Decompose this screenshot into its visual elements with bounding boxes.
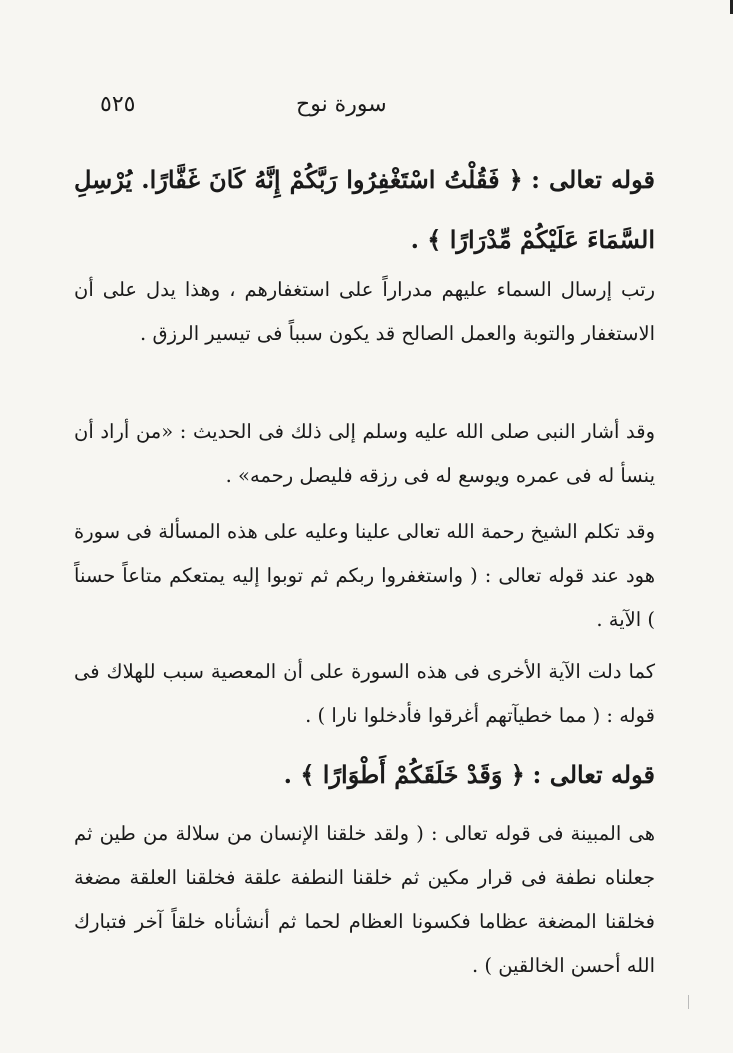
paragraph-5: هى المبينة فى قوله تعالى : ( ولقد خلقنا الإنسان من سلالة من طين ثم جعلناه نطفة فى قرار مكين ثم خلقنا النطفة علقة فخلقنا العلقة مضغة فخلقنا المضغة عظاما فكسونا العظام لحما ثم أنشأناه خلقاً آخر فتبارك الله أحسن الخالقين ) .	[74, 822, 655, 977]
paragraph-1: رتب إرسال السماء عليهم مدراراً على استغفارهم ، وهذا يدل على أن الاستغفار والتوبة والعمل الصالح قد يكون سبباً فى تيسير الرزق .	[74, 278, 655, 345]
page-edge-mark	[688, 995, 689, 1009]
running-title: سورة نوح	[296, 92, 387, 117]
verse-section-2	[74, 745, 655, 805]
quran-verse: ﴿ وَقَدْ خَلَقَكُمْ أَطْوَارًا ﴾ .	[283, 760, 525, 789]
page-number: ٥٢٥	[100, 92, 136, 117]
paragraph-4: كما دلت الآية الأخرى فى هذه السورة على أن المعصية سبب للهلاك فى قوله : ( مما خطيآتهم أغرقوا فأدخلوا نارا ) .	[74, 660, 655, 727]
quran-verse: ﴿ فَقُلْتُ اسْتَغْفِرُوا رَبَّكُمْ إِنَّهُ كَانَ غَفَّارًا. يُرْسِلِ السَّمَاءَ عَلَيْكُمْ مِّدْرَارًا ﴾ .	[74, 165, 655, 254]
verse-section-1	[74, 150, 655, 270]
verse-reference-label: قوله تعالى :	[531, 165, 655, 194]
verse-reference-label: قوله تعالى :	[532, 760, 655, 789]
paragraph-2: وقد أشار النبى صلى الله عليه وسلم إلى ذلك فى الحديث : «من أراد أن ينسأ له فى عمره ويوسع له فى رزقه فليصل رحمه» .	[74, 420, 655, 487]
page-header	[0, 92, 733, 132]
paragraph-3: وقد تكلم الشيخ رحمة الله تعالى علينا وعليه على هذه المسألة فى سورة هود عند قوله تعالى : ( واستغفروا ربكم ثم توبوا إليه يمتعكم متاعاً حسناً ) الآية .	[74, 520, 655, 631]
